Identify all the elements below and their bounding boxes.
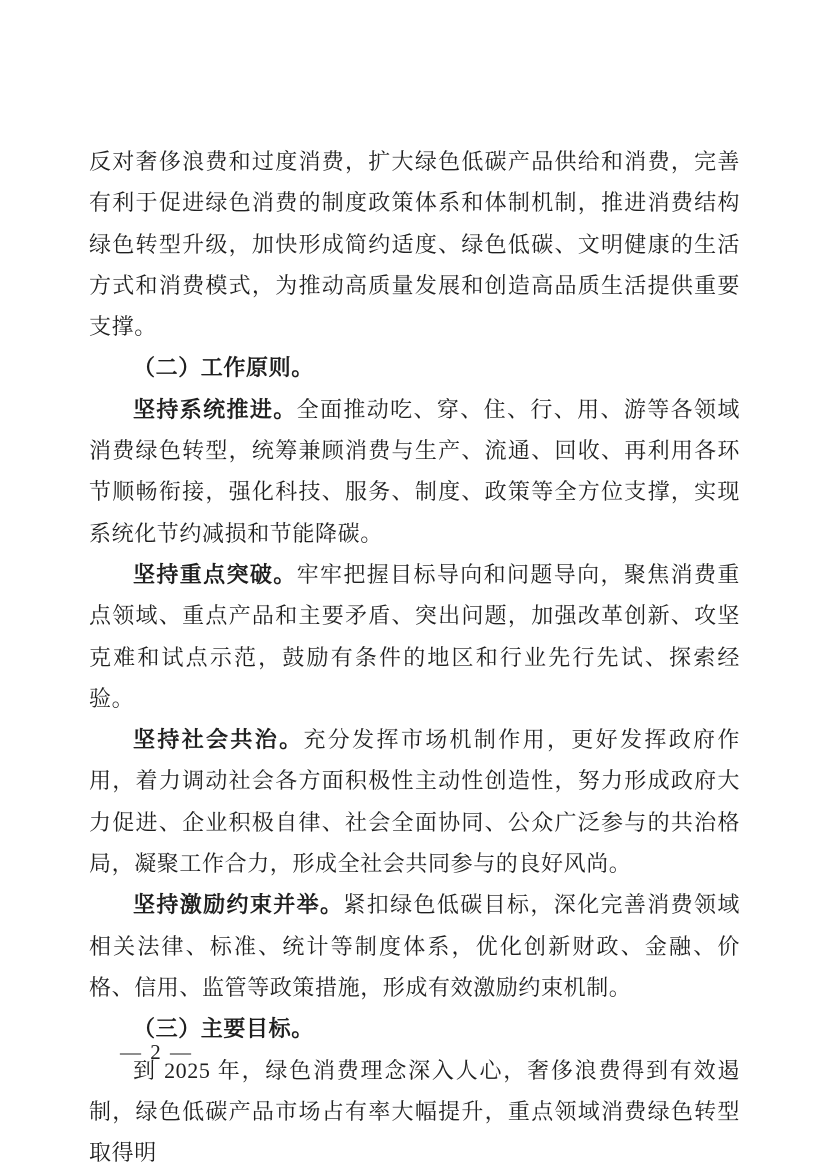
section-heading-2: （二）工作原则。	[133, 355, 314, 381]
paragraph-text: 全面推动吃、穿、住、行、用、游等各领域消费绿色转型，统筹兼顾消费与生产、流通、回收、再利用各环节顺畅衔接，强化科技、服务、制度、政策等全方位支撑，实现系统化节约减损和节能降碳。	[89, 396, 741, 546]
document-body	[89, 141, 740, 1169]
paragraph	[89, 554, 740, 719]
paragraph-lead: 坚持重点突破。	[133, 561, 297, 587]
paragraph	[89, 719, 740, 884]
paragraph-continuation: 反对奢侈浪费和过度消费，扩大绿色低碳产品供给和消费，完善有利于促进绿色消费的制度政策体系和体制机制，推进消费结构绿色转型升级，加快形成简约适度、绿色低碳、文明健康的生活方式和消费模式，为推动高质量发展和创造高品质生活提供重要支撑。	[89, 149, 740, 340]
paragraph-lead: 坚持系统推进。	[133, 396, 297, 422]
paragraph	[89, 884, 740, 1008]
paragraph-text: 紧扣绿色低碳目标，深化完善消费领域相关法律、标准、统计等制度体系，优化创新财政、金融、价格、信用、监管等政策措施，形成有效激励约束机制。	[89, 892, 741, 1000]
paragraph-lead: 坚持激励约束并举。	[133, 892, 344, 918]
paragraph-lead: 坚持社会共治。	[133, 727, 304, 753]
paragraph-text: 充分发挥市场机制作用，更好发挥政府作用，着力调动社会各方面积极性主动性创造性，努力形成政府大力促进、企业积极自律、社会全面协同、公众广泛参与的共治格局，凝聚工作合力，形成全社会共同参与的良好风尚。	[89, 727, 740, 877]
paragraph-text: 牢牢把握目标导向和问题导向，聚焦消费重点领域、重点产品和主要矛盾、突出问题，加强改革创新、攻坚克难和试点示范，鼓励有条件的地区和行业先行先试、探索经验。	[89, 561, 741, 711]
paragraph	[89, 389, 740, 554]
paragraph: 到 2025 年，绿色消费理念深入人心，奢侈浪费得到有效遏制，绿色低碳产品市场占有率大幅提升，重点领域消费绿色转型取得明	[89, 1057, 740, 1166]
section-heading-3: （三）主要目标。	[133, 1016, 314, 1042]
page-number: — 2 —	[120, 1040, 193, 1064]
